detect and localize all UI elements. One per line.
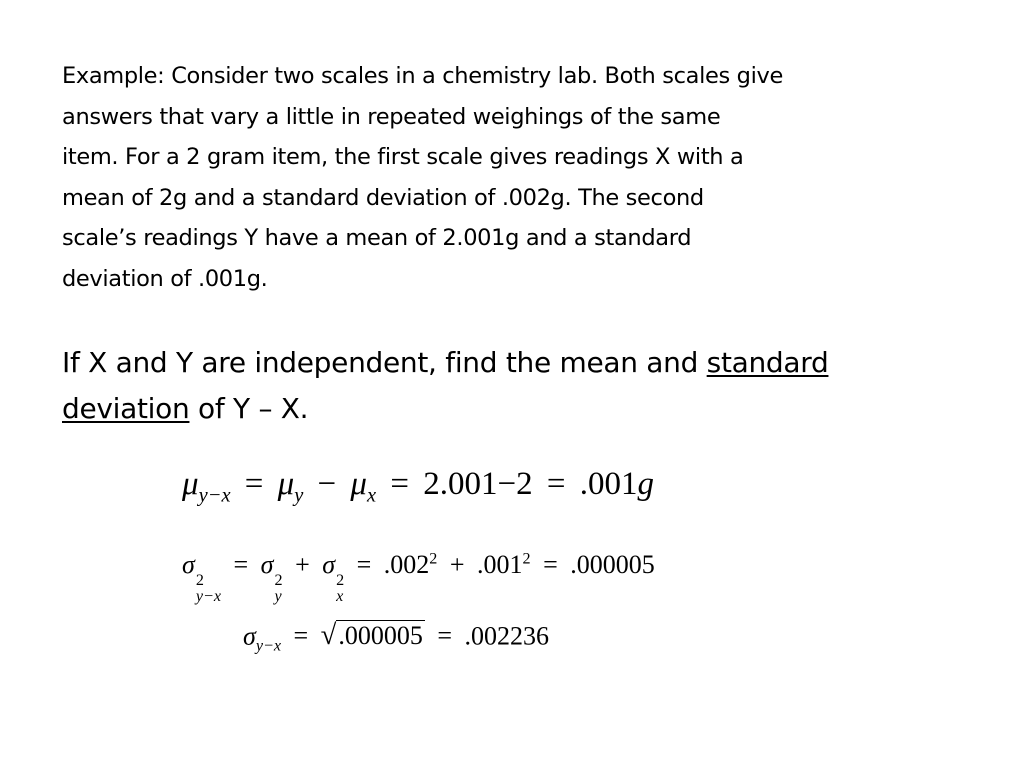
superscript: 2 xyxy=(429,550,438,568)
underlined-term: deviation xyxy=(62,392,190,425)
plus-sign: + xyxy=(295,550,310,579)
std-dev-equation xyxy=(243,620,549,655)
radical-sign: √ xyxy=(320,620,337,652)
mu-symbol: μ xyxy=(350,466,367,502)
equals-sign: = xyxy=(437,621,453,651)
example-paragraph xyxy=(62,56,972,300)
mu-symbol: μ xyxy=(277,466,295,502)
example-line: deviation of .001g. xyxy=(62,265,268,292)
question-text: of Y – X. xyxy=(189,392,309,425)
subscript: y−x xyxy=(198,484,231,507)
script-stack xyxy=(275,573,283,605)
square-root xyxy=(321,620,425,651)
radicand: .000005 xyxy=(338,621,423,650)
example-line: scale’s readings Y have a mean of 2.001g and a standard xyxy=(62,225,692,252)
subscript: y−x xyxy=(195,587,221,605)
variance-equation xyxy=(182,550,655,605)
script-stack xyxy=(336,573,344,605)
equals-sign: = xyxy=(546,466,566,502)
equals-sign: = xyxy=(233,550,249,579)
equals-sign: = xyxy=(244,466,264,502)
example-line: item. For a 2 gram item, the first scale gives readings X with a xyxy=(62,144,744,171)
example-line: Example: Consider two scales in a chemistry lab. Both scales give xyxy=(62,63,783,89)
value: .001 xyxy=(477,550,523,579)
value: 2.001 xyxy=(423,466,498,502)
result-value: .000005 xyxy=(570,550,655,579)
unit: g xyxy=(637,466,654,502)
equals-sign: = xyxy=(543,550,558,579)
mu-symbol: μ xyxy=(182,466,199,502)
question-line-2 xyxy=(62,386,972,432)
example-line: answers that vary a little in repeated weighings of the same xyxy=(62,103,721,130)
script-stack xyxy=(196,573,221,605)
question-line-1 xyxy=(62,340,972,386)
equals-sign: = xyxy=(293,621,309,651)
minus-sign: − xyxy=(317,466,337,502)
underlined-term: standard xyxy=(706,346,829,379)
subscript: y xyxy=(274,587,282,605)
minus-sign: − xyxy=(497,466,517,502)
sigma-symbol: σ xyxy=(182,550,195,579)
sigma-symbol: σ xyxy=(243,621,256,651)
equals-sign: = xyxy=(356,550,372,579)
sigma-symbol: σ xyxy=(260,550,274,579)
subscript: y−x xyxy=(255,637,281,655)
equals-sign: = xyxy=(390,466,409,502)
result-value: .001 xyxy=(579,466,638,502)
example-line: mean of 2g and a standard deviation of .002g. The second xyxy=(62,184,704,211)
question-paragraph xyxy=(62,340,972,432)
result-value: .002236 xyxy=(464,621,550,651)
subscript: x xyxy=(336,587,344,605)
subscript: x xyxy=(367,484,377,507)
value: 2 xyxy=(516,466,533,502)
superscript: 2 xyxy=(195,571,204,589)
question-text: If X and Y are independent, find the mean and xyxy=(62,346,707,379)
value: .002 xyxy=(383,550,430,579)
subscript: y xyxy=(294,484,304,507)
superscript: 2 xyxy=(336,571,345,589)
sigma-symbol: σ xyxy=(322,550,336,579)
plus-sign: + xyxy=(449,550,465,579)
superscript: 2 xyxy=(522,550,531,568)
superscript: 2 xyxy=(274,571,283,589)
mean-equation xyxy=(182,466,654,508)
